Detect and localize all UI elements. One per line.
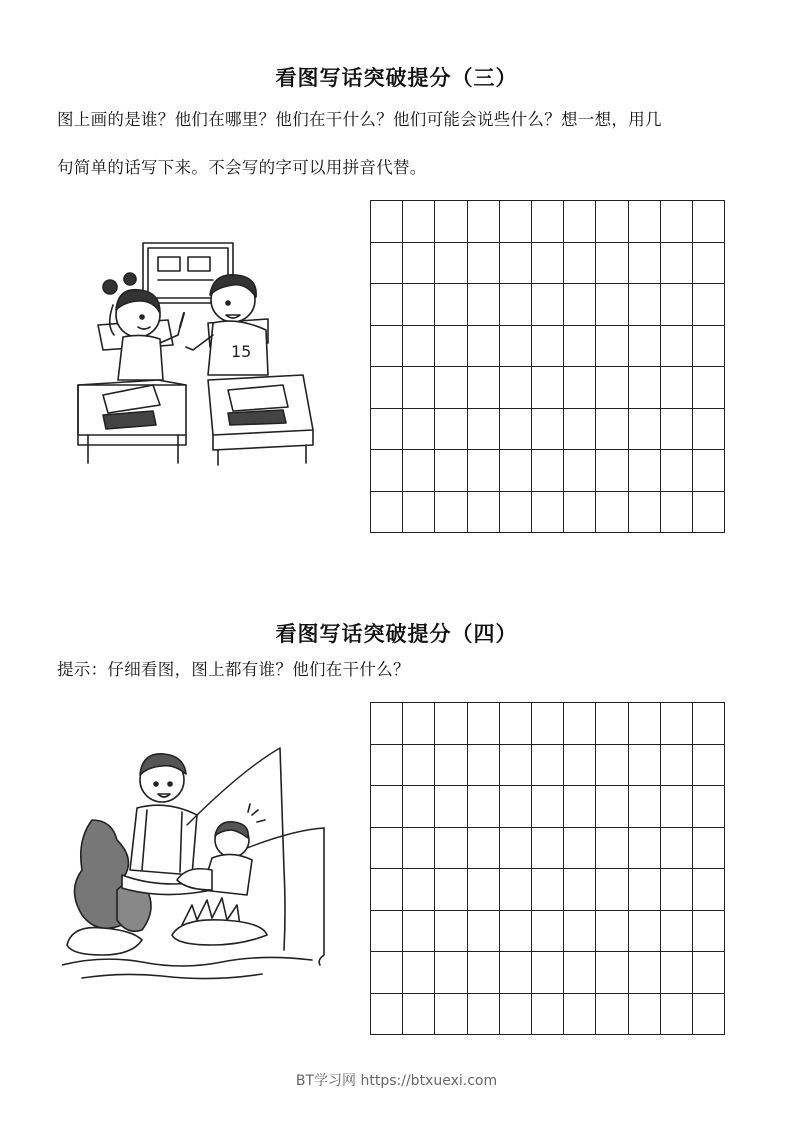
grid-cell[interactable] [371, 367, 403, 409]
grid-cell[interactable] [435, 242, 467, 284]
grid-cell[interactable] [403, 367, 435, 409]
grid-cell[interactable] [467, 325, 499, 367]
grid-cell[interactable] [531, 325, 563, 367]
grid-row [371, 744, 725, 786]
grid-cell[interactable] [660, 993, 692, 1035]
grid-cell[interactable] [531, 201, 563, 243]
grid-cell[interactable] [660, 284, 692, 326]
grid-cell[interactable] [403, 284, 435, 326]
grid-cell[interactable] [531, 284, 563, 326]
grid-cell[interactable] [435, 284, 467, 326]
grid-cell[interactable] [371, 491, 403, 533]
grid-cell[interactable] [564, 993, 596, 1035]
grid-cell[interactable] [467, 450, 499, 492]
grid-cell[interactable] [499, 744, 531, 786]
footer-watermark: BT学习网 https://btxuexi.com [295, 1073, 498, 1089]
grid-row [371, 201, 725, 243]
grid-cell[interactable] [692, 910, 724, 952]
grid-cell[interactable] [596, 491, 628, 533]
grid-cell[interactable] [403, 491, 435, 533]
grid-cell[interactable] [660, 869, 692, 911]
grid-cell[interactable] [692, 827, 724, 869]
grid-cell[interactable] [371, 786, 403, 828]
grid-row [371, 242, 725, 284]
grid-cell[interactable] [596, 703, 628, 745]
father-son-fishing-icon [62, 740, 337, 985]
grid-cell[interactable] [371, 408, 403, 450]
grid-cell[interactable] [660, 201, 692, 243]
grid-cell[interactable] [596, 450, 628, 492]
grid-cell[interactable] [435, 325, 467, 367]
grid-cell[interactable] [371, 910, 403, 952]
grid-cell[interactable] [628, 993, 660, 1035]
grid-row [371, 910, 725, 952]
grid-cell[interactable] [564, 201, 596, 243]
grid-cell[interactable] [499, 325, 531, 367]
grid-cell[interactable] [660, 827, 692, 869]
grid-cell[interactable] [692, 408, 724, 450]
grid-cell[interactable] [692, 367, 724, 409]
grid-cell[interactable] [467, 408, 499, 450]
grid-cell[interactable] [628, 703, 660, 745]
grid-row [371, 491, 725, 533]
grid-cell[interactable] [564, 910, 596, 952]
grid-cell[interactable] [531, 491, 563, 533]
grid-cell[interactable] [564, 744, 596, 786]
grid-cell[interactable] [435, 786, 467, 828]
grid-cell[interactable] [403, 786, 435, 828]
grid-cell[interactable] [660, 703, 692, 745]
grid-cell[interactable] [403, 325, 435, 367]
shirt-number: 15 [231, 342, 252, 361]
grid-cell[interactable] [499, 242, 531, 284]
grid-cell[interactable] [596, 910, 628, 952]
grid-cell[interactable] [628, 408, 660, 450]
grid-cell[interactable] [371, 242, 403, 284]
grid-cell[interactable] [628, 869, 660, 911]
grid-cell[interactable] [435, 744, 467, 786]
grid-cell[interactable] [660, 367, 692, 409]
grid-cell[interactable] [660, 450, 692, 492]
instruction-line-1: 图上画的是谁？他们在哪里？他们在干什么？他们可能会说些什么？想一想，用几 [57, 110, 662, 129]
grid-cell[interactable] [467, 284, 499, 326]
grid-cell[interactable] [435, 952, 467, 994]
grid-cell[interactable] [628, 201, 660, 243]
grid-cell[interactable] [467, 952, 499, 994]
grid-cell[interactable] [403, 242, 435, 284]
grid-cell[interactable] [435, 703, 467, 745]
grid-cell[interactable] [435, 827, 467, 869]
grid-cell[interactable] [371, 827, 403, 869]
grid-cell[interactable] [435, 367, 467, 409]
grid-row [371, 703, 725, 745]
grid-cell[interactable] [371, 450, 403, 492]
grid-cell[interactable] [435, 491, 467, 533]
grid-cell[interactable] [692, 284, 724, 326]
grid-cell[interactable] [564, 325, 596, 367]
grid-cell[interactable] [403, 910, 435, 952]
section3-writing-grid[interactable] [370, 200, 725, 533]
grid-cell[interactable] [531, 242, 563, 284]
grid-cell[interactable] [596, 744, 628, 786]
grid-cell[interactable] [403, 744, 435, 786]
grid-cell[interactable] [628, 325, 660, 367]
grid-cell[interactable] [596, 993, 628, 1035]
grid-cell[interactable] [660, 242, 692, 284]
grid-cell[interactable] [467, 201, 499, 243]
grid-row [371, 284, 725, 326]
grid-cell[interactable] [371, 703, 403, 745]
grid-cell[interactable] [692, 242, 724, 284]
grid-cell[interactable] [628, 450, 660, 492]
grid-cell[interactable] [371, 744, 403, 786]
grid-cell[interactable] [564, 703, 596, 745]
grid-cell[interactable] [531, 450, 563, 492]
grid-cell[interactable] [467, 367, 499, 409]
grid-cell[interactable] [467, 910, 499, 952]
grid-cell[interactable] [692, 450, 724, 492]
grid-cell[interactable] [596, 786, 628, 828]
section3-instructions [57, 96, 747, 192]
grid-row [371, 408, 725, 450]
grid-cell[interactable] [499, 827, 531, 869]
grid-cell[interactable] [371, 869, 403, 911]
grid-cell[interactable] [596, 284, 628, 326]
grid-cell[interactable] [628, 284, 660, 326]
grid-cell[interactable] [499, 450, 531, 492]
grid-cell[interactable] [371, 284, 403, 326]
grid-row [371, 367, 725, 409]
grid-cell[interactable] [403, 703, 435, 745]
grid-cell[interactable] [692, 703, 724, 745]
grid-cell[interactable] [692, 786, 724, 828]
grid-cell[interactable] [499, 952, 531, 994]
grid-cell[interactable] [596, 869, 628, 911]
grid-cell[interactable] [499, 284, 531, 326]
grid-cell[interactable] [467, 703, 499, 745]
grid-cell[interactable] [531, 910, 563, 952]
grid-cell[interactable] [403, 952, 435, 994]
grid-cell[interactable] [371, 993, 403, 1035]
grid-cell[interactable] [660, 744, 692, 786]
grid-cell[interactable] [596, 367, 628, 409]
grid-cell[interactable] [564, 491, 596, 533]
grid-cell[interactable] [660, 408, 692, 450]
grid-cell[interactable] [467, 491, 499, 533]
grid-cell[interactable] [531, 744, 563, 786]
grid-cell[interactable] [692, 744, 724, 786]
grid-cell[interactable] [467, 744, 499, 786]
grid-cell[interactable] [628, 744, 660, 786]
grid-cell[interactable] [499, 910, 531, 952]
grid-cell[interactable] [499, 201, 531, 243]
grid-cell[interactable] [403, 827, 435, 869]
grid-cell[interactable] [692, 491, 724, 533]
grid-cell[interactable] [564, 827, 596, 869]
grid-cell[interactable] [499, 786, 531, 828]
grid-cell[interactable] [628, 491, 660, 533]
grid-row [371, 952, 725, 994]
grid-cell[interactable] [467, 993, 499, 1035]
grid-cell[interactable] [628, 827, 660, 869]
classroom-two-children-icon [68, 235, 328, 470]
grid-cell[interactable] [660, 952, 692, 994]
grid-cell[interactable] [692, 952, 724, 994]
grid-row [371, 993, 725, 1035]
grid-cell[interactable] [403, 993, 435, 1035]
grid-row [371, 869, 725, 911]
grid-cell[interactable] [596, 201, 628, 243]
grid-cell[interactable] [531, 952, 563, 994]
grid-cell[interactable] [531, 869, 563, 911]
section4-instructions: 提示：仔细看图，图上都有谁？他们在干什么？ [57, 660, 410, 679]
grid-cell[interactable] [499, 703, 531, 745]
grid-cell[interactable] [467, 786, 499, 828]
grid-cell[interactable] [692, 869, 724, 911]
grid-cell[interactable] [499, 993, 531, 1035]
grid-cell[interactable] [564, 408, 596, 450]
grid-cell[interactable] [596, 952, 628, 994]
grid-cell[interactable] [692, 325, 724, 367]
grid-cell[interactable] [531, 367, 563, 409]
grid-cell[interactable] [403, 450, 435, 492]
grid-cell[interactable] [435, 201, 467, 243]
grid-cell[interactable] [564, 869, 596, 911]
grid-cell[interactable] [499, 367, 531, 409]
grid-cell[interactable] [660, 786, 692, 828]
grid-cell[interactable] [499, 408, 531, 450]
grid-cell[interactable] [564, 450, 596, 492]
grid-row [371, 325, 725, 367]
grid-row [371, 786, 725, 828]
grid-cell[interactable] [403, 408, 435, 450]
grid-cell[interactable] [499, 491, 531, 533]
grid-cell[interactable] [403, 201, 435, 243]
grid-cell[interactable] [564, 786, 596, 828]
grid-cell[interactable] [660, 910, 692, 952]
grid-cell[interactable] [435, 910, 467, 952]
grid-cell[interactable] [596, 325, 628, 367]
grid-cell[interactable] [564, 284, 596, 326]
grid-cell[interactable] [628, 910, 660, 952]
section4-writing-grid[interactable] [370, 702, 725, 1035]
grid-cell[interactable] [628, 786, 660, 828]
grid-cell[interactable] [628, 952, 660, 994]
grid-cell[interactable] [628, 367, 660, 409]
grid-cell[interactable] [692, 993, 724, 1035]
grid-row [371, 450, 725, 492]
grid-cell[interactable] [596, 242, 628, 284]
grid-cell[interactable] [499, 869, 531, 911]
grid-cell[interactable] [531, 703, 563, 745]
grid-cell[interactable] [564, 367, 596, 409]
section4-title: 看图写话突破提分（四） [275, 621, 518, 646]
grid-cell[interactable] [596, 827, 628, 869]
grid-cell[interactable] [435, 869, 467, 911]
section3-title: 看图写话突破提分（三） [275, 65, 518, 90]
grid-cell[interactable] [531, 827, 563, 869]
grid-cell[interactable] [467, 869, 499, 911]
grid-cell[interactable] [660, 491, 692, 533]
grid-cell[interactable] [435, 450, 467, 492]
grid-cell[interactable] [564, 242, 596, 284]
grid-cell[interactable] [371, 952, 403, 994]
grid-cell[interactable] [531, 786, 563, 828]
grid-cell[interactable] [435, 993, 467, 1035]
grid-cell[interactable] [531, 408, 563, 450]
grid-cell[interactable] [467, 242, 499, 284]
grid-cell[interactable] [564, 952, 596, 994]
grid-cell[interactable] [531, 993, 563, 1035]
grid-cell[interactable] [467, 827, 499, 869]
instruction-line-2: 句简单的话写下来。不会写的字可以用拼音代替。 [57, 158, 427, 177]
grid-cell[interactable] [403, 869, 435, 911]
grid-cell[interactable] [596, 408, 628, 450]
grid-cell[interactable] [628, 242, 660, 284]
grid-cell[interactable] [660, 325, 692, 367]
grid-cell[interactable] [371, 325, 403, 367]
grid-cell[interactable] [692, 201, 724, 243]
grid-cell[interactable] [371, 201, 403, 243]
grid-row [371, 827, 725, 869]
grid-cell[interactable] [435, 408, 467, 450]
